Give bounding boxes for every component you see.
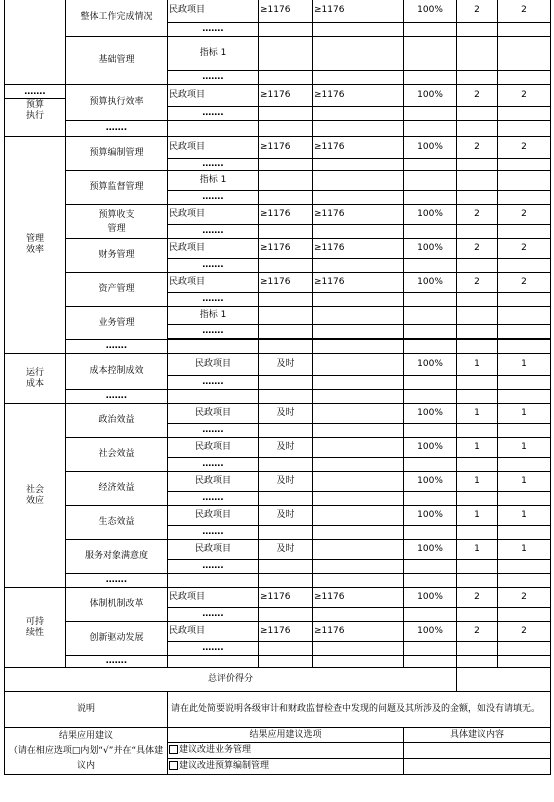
total-score-label: 总评价得分 bbox=[5, 668, 457, 692]
weight-cell: 1 bbox=[457, 472, 498, 492]
sub-indicator-finance: 财务管理 bbox=[66, 239, 168, 273]
percent-cell: 100% bbox=[404, 0, 457, 23]
table-row bbox=[5, 85, 551, 107]
ellipsis-cell: ……. bbox=[168, 325, 259, 339]
project-cell: 民政项目 bbox=[168, 404, 259, 424]
target-cell: 及时 bbox=[259, 438, 313, 458]
target-cell: ≥1176 bbox=[259, 622, 313, 642]
indicator-cell: 指标 1 bbox=[168, 171, 259, 191]
indicator-cell: 指标 1 bbox=[168, 307, 259, 325]
sub-indicator-soc-benefit: 社会效益 bbox=[66, 438, 168, 472]
ellipsis-cell: ……. bbox=[168, 107, 259, 121]
total-score-value bbox=[457, 668, 551, 692]
score-cell: 2 bbox=[498, 137, 551, 159]
ellipsis-cell: ……. bbox=[168, 608, 259, 622]
ellipsis-cell: ……. bbox=[168, 642, 259, 656]
weight-cell: 1 bbox=[457, 354, 498, 376]
weight-cell: 1 bbox=[457, 540, 498, 560]
ellipsis-cell: ……. bbox=[168, 71, 259, 85]
option-label: 建议改进预算编制管理 bbox=[179, 761, 270, 771]
option-business-mgmt[interactable] bbox=[168, 743, 404, 759]
percent-cell: 100% bbox=[404, 540, 457, 560]
score-cell: 2 bbox=[498, 205, 551, 225]
ellipsis-cell: ……. bbox=[168, 376, 259, 390]
weight-cell: 2 bbox=[457, 588, 498, 608]
score-cell: 1 bbox=[498, 472, 551, 492]
project-cell: 民政项目 bbox=[168, 540, 259, 560]
project-cell: 民政项目 bbox=[168, 588, 259, 608]
sub-indicator-satisfaction: 服务对象满意度 bbox=[66, 540, 168, 574]
weight-cell: 2 bbox=[457, 0, 498, 23]
option-budget-prep-mgmt[interactable] bbox=[168, 759, 404, 775]
ellipsis-cell: ……. bbox=[168, 424, 259, 438]
sub-indicator-overall: 整体工作完成情况 bbox=[66, 0, 168, 37]
sub-indicator-basic: 基础管理 bbox=[66, 37, 168, 85]
target-cell: 及时 bbox=[259, 540, 313, 560]
weight-cell: 1 bbox=[457, 506, 498, 526]
sub-indicator-business: 业务管理 bbox=[66, 307, 168, 340]
project-cell: 民政项目 bbox=[168, 273, 259, 293]
dimension-social: 社会 效应 bbox=[5, 404, 66, 588]
weight-cell: 2 bbox=[457, 205, 498, 225]
score-cell: 2 bbox=[498, 239, 551, 259]
ellipsis-cell: ……. bbox=[168, 159, 259, 171]
weight-cell: 2 bbox=[457, 239, 498, 259]
project-cell: 民政项目 bbox=[168, 472, 259, 492]
ellipsis-cell: ……. bbox=[168, 492, 259, 506]
explain-label: 说明 bbox=[5, 692, 168, 728]
ellipsis-cell: ……. bbox=[66, 390, 168, 404]
ellipsis-cell: ……. bbox=[168, 526, 259, 540]
percent-cell: 100% bbox=[404, 354, 457, 376]
weight-cell: 1 bbox=[457, 438, 498, 458]
score-cell: 2 bbox=[498, 622, 551, 642]
ellipsis-cell: ……. bbox=[168, 23, 259, 37]
dimension-cell bbox=[5, 0, 66, 85]
ellipsis-cell: ……. bbox=[5, 85, 66, 99]
ellipsis-cell: ……. bbox=[66, 121, 168, 137]
ellipsis-cell: ……. bbox=[168, 225, 259, 239]
sub-indicator-budget-inc: 预算收支 管理 bbox=[66, 205, 168, 239]
sub-indicator-ecological: 生态效益 bbox=[66, 506, 168, 540]
explain-text: 请在此处简要说明各级审计和财政监督检查中发现的问题及其所涉及的金额，如没有请填无。 bbox=[168, 692, 551, 728]
percent-cell: 100% bbox=[404, 137, 457, 159]
ellipsis-cell: ……. bbox=[168, 191, 259, 205]
target-cell: 及时 bbox=[259, 472, 313, 492]
target-cell: ≥1176 bbox=[259, 137, 313, 159]
percent-cell: 100% bbox=[404, 239, 457, 259]
project-cell: 民政项目 bbox=[168, 622, 259, 642]
result-hint: （请在相应选项□内划“√”并在“具体建议内 bbox=[8, 746, 164, 771]
options-header: 结果应用建议选项 bbox=[168, 728, 404, 743]
target-cell: 及时 bbox=[259, 506, 313, 526]
percent-cell: 100% bbox=[404, 588, 457, 608]
project-cell: 民政项目 bbox=[168, 354, 259, 376]
actual-cell: ≥1176 bbox=[313, 205, 404, 225]
weight-cell: 1 bbox=[457, 404, 498, 424]
project-cell: 民政项目 bbox=[168, 205, 259, 225]
score-cell: 1 bbox=[498, 354, 551, 376]
target-cell: ≥1176 bbox=[259, 205, 313, 225]
actual-cell: ≥1176 bbox=[313, 0, 404, 23]
sub-indicator-budget-rate: 预算执行效率 bbox=[66, 85, 168, 121]
sub-indicator-political: 政治效益 bbox=[66, 404, 168, 438]
target-cell: ≥1176 bbox=[259, 0, 313, 23]
target-cell: ≥1176 bbox=[259, 273, 313, 293]
ellipsis-cell: ……. bbox=[168, 293, 259, 307]
result-application-cell bbox=[5, 728, 168, 775]
sub-indicator-economic: 经济效益 bbox=[66, 472, 168, 506]
weight-cell: 2 bbox=[457, 622, 498, 642]
score-cell: 2 bbox=[498, 0, 551, 23]
result-label: 结果应用建议 bbox=[58, 731, 113, 741]
sub-indicator-innovation: 创新驱动发展 bbox=[66, 622, 168, 656]
percent-cell: 100% bbox=[404, 438, 457, 458]
ellipsis-cell: ……. bbox=[168, 560, 259, 574]
sub-indicator-budget-prep: 预算编制管理 bbox=[66, 137, 168, 171]
score-cell: 2 bbox=[498, 588, 551, 608]
dimension-mgmt-eff: 管理 效率 bbox=[5, 137, 66, 354]
percent-cell: 100% bbox=[404, 472, 457, 492]
weight-cell: 2 bbox=[457, 137, 498, 159]
ellipsis-cell: ……. bbox=[168, 458, 259, 472]
actual-cell: ≥1176 bbox=[313, 273, 404, 293]
percent-cell: 100% bbox=[404, 622, 457, 642]
project-cell: 民政项目 bbox=[168, 438, 259, 458]
ellipsis-cell: ……. bbox=[168, 259, 259, 273]
project-cell: 民政项目 bbox=[168, 137, 259, 159]
score-cell: 2 bbox=[498, 273, 551, 293]
dimension-budget-exec: 预算 执行 bbox=[5, 85, 66, 137]
checkbox-icon[interactable] bbox=[169, 761, 178, 770]
actual-cell: ≥1176 bbox=[313, 85, 404, 107]
percent-cell: 100% bbox=[404, 273, 457, 293]
sub-indicator-reform: 体制机制改革 bbox=[66, 588, 168, 622]
project-cell: 民政项目 bbox=[168, 239, 259, 259]
ellipsis-cell: ……. bbox=[66, 574, 168, 588]
target-cell: ≥1176 bbox=[259, 588, 313, 608]
percent-cell: 100% bbox=[404, 506, 457, 526]
option-label: 建议改进业务管理 bbox=[179, 745, 252, 755]
indicator-cell: 指标 1 bbox=[168, 37, 259, 71]
target-cell: 及时 bbox=[259, 354, 313, 376]
sub-indicator-cost-ctrl: 成本控制成效 bbox=[66, 354, 168, 390]
dimension-sustain: 可持 续性 bbox=[5, 588, 66, 668]
percent-cell: 100% bbox=[404, 404, 457, 424]
score-cell: 1 bbox=[498, 540, 551, 560]
table-row bbox=[5, 37, 551, 71]
ellipsis-cell: ……. bbox=[66, 340, 168, 354]
target-cell: ≥1176 bbox=[259, 85, 313, 107]
sub-indicator-assets: 资产管理 bbox=[66, 273, 168, 307]
actual-cell: ≥1176 bbox=[313, 239, 404, 259]
score-cell: 1 bbox=[498, 404, 551, 424]
project-cell: 民政项目 bbox=[168, 0, 259, 23]
actual-cell: ≥1176 bbox=[313, 137, 404, 159]
project-cell: 民政项目 bbox=[168, 85, 259, 107]
performance-evaluation-table-body bbox=[4, 84, 551, 775]
score-cell: 1 bbox=[498, 438, 551, 458]
dimension-op-cost: 运行 成本 bbox=[5, 354, 66, 404]
score-cell: 2 bbox=[498, 85, 551, 107]
actual-cell: ≥1176 bbox=[313, 622, 404, 642]
checkbox-icon[interactable] bbox=[169, 745, 178, 754]
weight-cell: 2 bbox=[457, 273, 498, 293]
table-row bbox=[5, 0, 551, 23]
project-cell: 民政项目 bbox=[168, 506, 259, 526]
sub-indicator-budget-sup: 预算监督管理 bbox=[66, 171, 168, 205]
detail-header: 具体建议内容 bbox=[404, 728, 551, 743]
actual-cell: ≥1176 bbox=[313, 588, 404, 608]
detail-cell[interactable] bbox=[404, 759, 551, 775]
detail-cell[interactable] bbox=[404, 743, 551, 759]
percent-cell: 100% bbox=[404, 85, 457, 107]
target-cell: 及时 bbox=[259, 404, 313, 424]
target-cell: ≥1176 bbox=[259, 239, 313, 259]
percent-cell: 100% bbox=[404, 205, 457, 225]
score-cell: 1 bbox=[498, 506, 551, 526]
ellipsis-cell: ……. bbox=[66, 656, 168, 668]
weight-cell: 2 bbox=[457, 85, 498, 107]
